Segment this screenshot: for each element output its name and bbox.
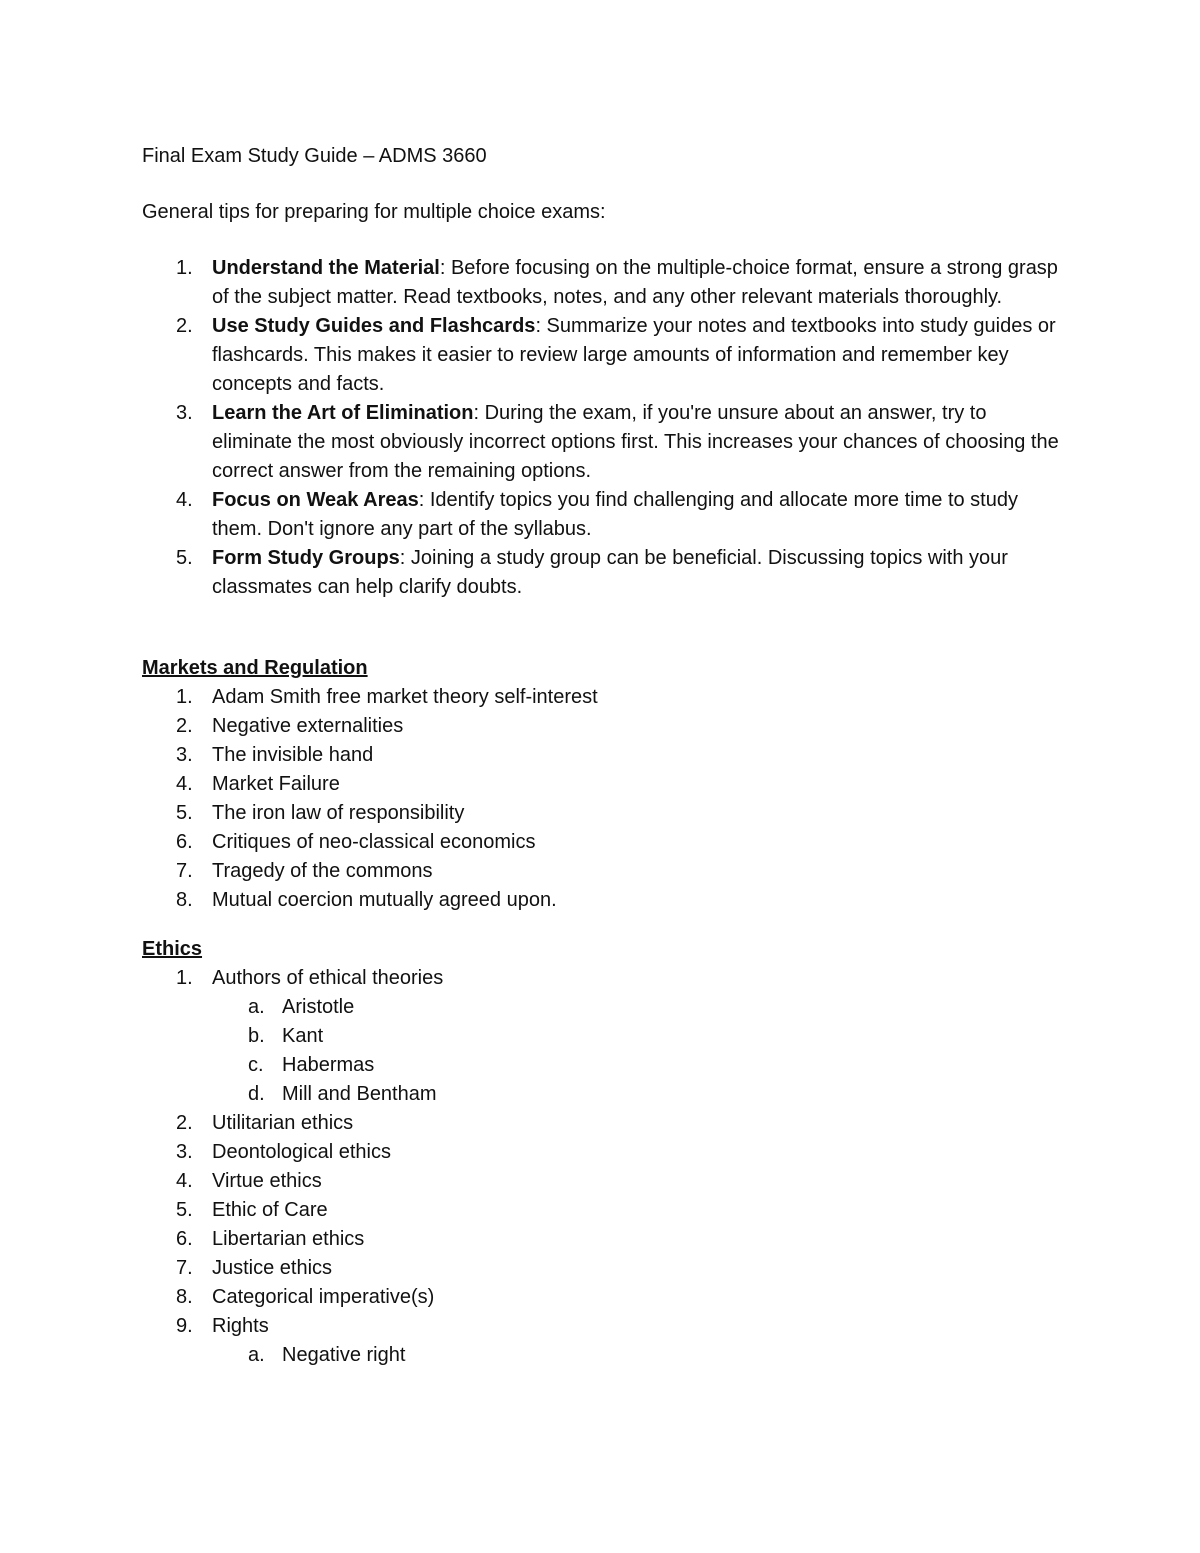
sub-list <box>212 1341 1062 1370</box>
list-number: 6. <box>176 831 193 853</box>
tip-text: : Before focusing on the multiple-choice format, ensure a strong grasp of the subject matter. Read textbooks, notes, and any other relevant materials thoroughly. <box>212 257 1058 308</box>
list-item-text: Mutual coercion mutually agreed upon. <box>212 889 557 911</box>
tip-term: Focus on Weak Areas <box>212 489 419 511</box>
sub-list-item <box>212 1080 1062 1109</box>
intro-text: General tips for preparing for multiple choice exams: <box>142 201 606 223</box>
tip-term: Use Study Guides and Flashcards <box>212 315 536 337</box>
list-item-text: Deontological ethics <box>212 1141 391 1163</box>
list-number: 3. <box>176 1141 193 1163</box>
list-number: 5. <box>176 1199 193 1221</box>
list-item-text: Negative externalities <box>212 715 404 737</box>
markets-heading: Markets and Regulation <box>142 657 368 679</box>
tip-term: Understand the Material <box>212 257 440 279</box>
tip-text: : During the exam, if you're unsure about an answer, try to eliminate the most obviously incorrect options first. This increases your chances of choosing the correct answer from the remaining options. <box>212 402 1059 482</box>
list-item-text: Tragedy of the commons <box>212 860 433 882</box>
markets-list <box>142 683 1062 915</box>
sub-list-letter: a. <box>248 996 265 1018</box>
sub-list-text: Habermas <box>282 1054 375 1076</box>
list-item-text: The iron law of responsibility <box>212 802 465 824</box>
list-number: 9. <box>176 1315 193 1337</box>
list-number: 3. <box>176 744 193 766</box>
list-item-text: The invisible hand <box>212 744 374 766</box>
list-item <box>142 712 1062 741</box>
list-item-text: Rights <box>212 1315 269 1337</box>
tip-number: 4. <box>176 489 193 511</box>
list-number: 6. <box>176 1228 193 1250</box>
list-item <box>142 1109 1062 1138</box>
list-item <box>142 1283 1062 1312</box>
list-item <box>142 799 1062 828</box>
sub-list-text: Mill and Bentham <box>282 1083 437 1105</box>
tip-text: : Joining a study group can be beneficial. Discussing topics with your classmates can help clarify doubts. <box>212 547 1008 598</box>
list-item-text: Ethic of Care <box>212 1199 328 1221</box>
list-number: 7. <box>176 860 193 882</box>
list-item-text: Market Failure <box>212 773 340 795</box>
tips-list <box>142 254 1062 602</box>
list-item-text: Critiques of neo-classical economics <box>212 831 536 853</box>
list-number: 4. <box>176 1170 193 1192</box>
sub-list-item <box>212 993 1062 1022</box>
sub-list <box>212 993 1062 1109</box>
list-item <box>142 1167 1062 1196</box>
tip-number: 5. <box>176 547 193 569</box>
list-item <box>142 828 1062 857</box>
tip-item <box>142 399 1062 486</box>
tip-number: 1. <box>176 257 193 279</box>
document-content <box>142 142 1062 1370</box>
ethics-section <box>142 935 1062 1370</box>
list-item <box>142 886 1062 915</box>
list-number: 8. <box>176 1286 193 1308</box>
sub-list-item <box>212 1341 1062 1370</box>
sub-list-letter: b. <box>248 1025 265 1047</box>
list-item <box>142 964 1062 1109</box>
sub-list-item <box>212 1051 1062 1080</box>
list-item <box>142 1138 1062 1167</box>
tip-text: : Summarize your notes and textbooks into study guides or flashcards. This makes it easier to review large amounts of information and remember key concepts and facts. <box>212 315 1056 395</box>
list-item <box>142 1312 1062 1370</box>
list-number: 1. <box>176 686 193 708</box>
tip-term: Learn the Art of Elimination <box>212 402 474 424</box>
sub-list-item <box>212 1022 1062 1051</box>
list-item <box>142 683 1062 712</box>
sub-list-text: Kant <box>282 1025 324 1047</box>
tip-item <box>142 544 1062 602</box>
markets-section <box>142 654 1062 915</box>
list-item-text: Justice ethics <box>212 1257 333 1279</box>
list-item-text: Adam Smith free market theory self-interest <box>212 686 598 708</box>
list-item-text: Categorical imperative(s) <box>212 1286 435 1308</box>
list-item <box>142 1225 1062 1254</box>
sub-list-text: Negative right <box>282 1344 406 1366</box>
sub-list-letter: d. <box>248 1083 265 1105</box>
list-item <box>142 741 1062 770</box>
document-title: Final Exam Study Guide – ADMS 3660 <box>142 145 487 167</box>
list-number: 7. <box>176 1257 193 1279</box>
list-number: 8. <box>176 889 193 911</box>
tip-item <box>142 254 1062 312</box>
list-number: 2. <box>176 715 193 737</box>
ethics-heading: Ethics <box>142 938 203 960</box>
tip-number: 3. <box>176 402 193 424</box>
list-number: 4. <box>176 773 193 795</box>
tip-text: : Identify topics you find challenging and allocate more time to study them. Don't ignore any part of the syllabus. <box>212 489 1018 540</box>
tip-item <box>142 312 1062 399</box>
tip-number: 2. <box>176 315 193 337</box>
list-item-text: Utilitarian ethics <box>212 1112 354 1134</box>
list-item-text: Authors of ethical theories <box>212 967 444 989</box>
list-number: 5. <box>176 802 193 824</box>
tip-term: Form Study Groups <box>212 547 400 569</box>
list-item <box>142 1196 1062 1225</box>
tip-item <box>142 486 1062 544</box>
ethics-list <box>142 964 1062 1370</box>
list-item <box>142 770 1062 799</box>
list-item <box>142 857 1062 886</box>
list-item-text: Virtue ethics <box>212 1170 322 1192</box>
list-number: 2. <box>176 1112 193 1134</box>
sub-list-letter: c. <box>248 1054 264 1076</box>
sub-list-text: Aristotle <box>282 996 355 1018</box>
sub-list-letter: a. <box>248 1344 265 1366</box>
list-number: 1. <box>176 967 193 989</box>
list-item-text: Libertarian ethics <box>212 1228 365 1250</box>
list-item <box>142 1254 1062 1283</box>
